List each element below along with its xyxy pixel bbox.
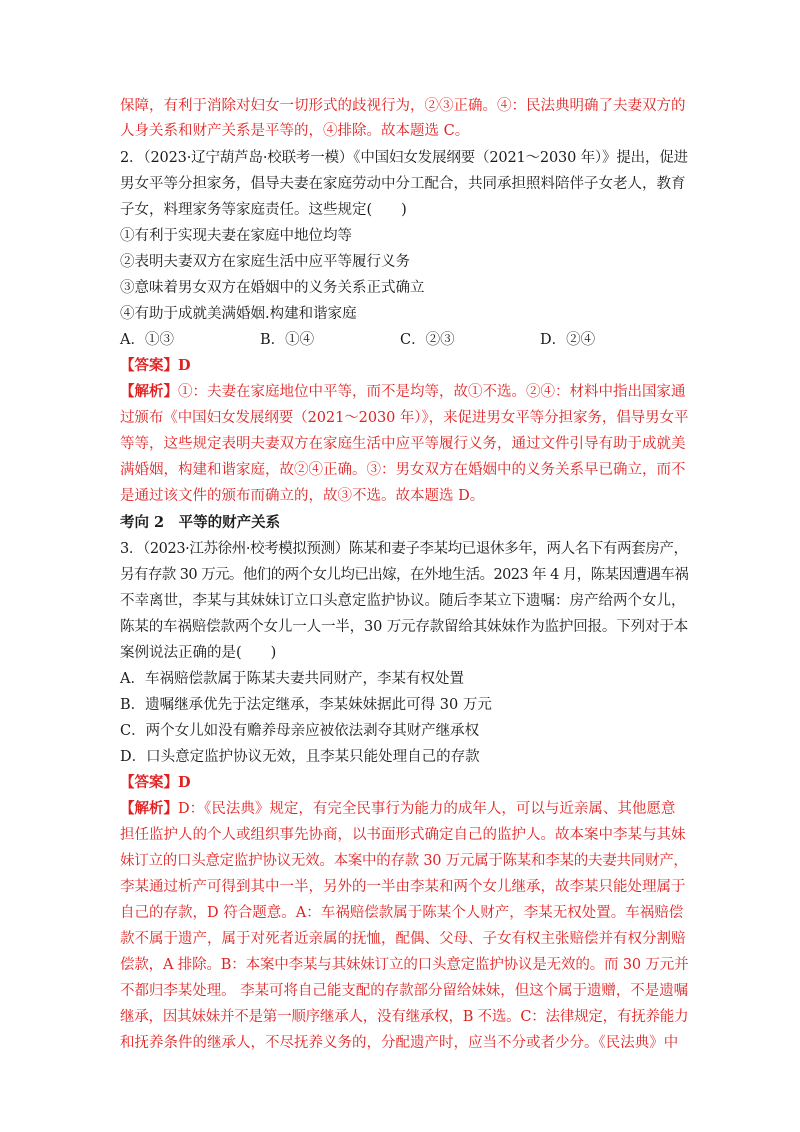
q3-answer-value: D <box>178 774 191 791</box>
q3-stem-line-5: 案例说法正确的是( ) <box>120 645 277 661</box>
intro-line-1: 保障，有利于消除对妇女一切形式的歧视行为，②③正确。④：民法典明确了夫妻双方的 <box>120 98 686 114</box>
q2-statement-3: ③意味着男女双方在婚姻中的义务关系正式确立 <box>120 280 425 296</box>
q3-analysis-line-5: 自己的存款，D 符合题意。A：车祸赔偿款属于陈某个人财产，李某无权处置。车祸赔偿 <box>120 905 684 921</box>
q2-option-d: D．②④ <box>540 332 596 348</box>
q3-analysis-line-3: 妹订立的口头意定监护协议无效。本案中的存款 30 万元属于陈某和李某的夫妻共同财产， <box>120 853 688 869</box>
q3-option-a: A．车祸赔偿款属于陈某夫妻共同财产，李某有权处置 <box>120 671 464 687</box>
q2-answer-label: 【答案】 <box>120 357 178 374</box>
q2-option-c: C．②③ <box>400 332 455 348</box>
q3-analysis-label: 【解析】 <box>120 800 178 817</box>
intro-line-2: 人身关系和财产关系是平等的，④排除。故本题选 C。 <box>120 123 470 139</box>
q2-stem-line-3: 子女，料理家务等家庭责任。这些规定( ) <box>120 202 407 218</box>
q3-option-b: B．遗嘱继承优先于法定继承，李某妹妹据此可得 30 万元 <box>120 697 492 713</box>
q3-analysis-line-8: 不都归李某处理。 李某可将自己能支配的存款部分留给妹妹，但这个属于遗赠，不是遗嘱 <box>120 983 689 999</box>
q3-analysis-line-2: 担任监护人的个人或组织事先协商，以书面形式确定自己的监护人。故本案中李某与其妹 <box>120 827 686 843</box>
q3-stem-line-2: 另有存款 30 万元。他们的两个女儿均已出嫁，在外地生活。2023 年 4 月，陈某因遭遇车祸 <box>120 567 689 583</box>
q3-analysis-text-1: D：《民法典》规定，有完全民事行为能力的成年人，可以与近亲属、其他愿意 <box>178 801 676 817</box>
q2-option-b: B．①④ <box>260 332 315 348</box>
q3-analysis-line-4: 李某通过析产可得到其中一半，另外的一半由李某和两个女儿继承，故李某只能处理属于 <box>120 879 686 895</box>
q2-analysis-line-2: 过颁布《中国妇女发展纲要（2021～2030 年）》，来促进男女平等分担家务，倡导男女平 <box>120 410 689 426</box>
q2-answer-value: D <box>178 357 191 374</box>
q3-option-c: C．两个女儿如没有赡养母亲应被依法剥夺其财产继承权 <box>120 723 480 739</box>
q3-option-d: D．口头意定监护协议无效，且李某只能处理自己的存款 <box>120 749 480 765</box>
q3-analysis-line-10: 和抚养条件的继承人，不尽抚养义务的，分配遗产时，应当不分或者少分。《民法典》中 <box>120 1035 679 1051</box>
q3-stem-line-3: 不幸离世，李某与其妹妹订立口头意定监护协议。随后李某立下遗嘱：房产给两个女儿， <box>120 593 686 609</box>
q2-analysis-line-5: 是通过该文件的颁布而确立的，故③不选。故本题选 D。 <box>120 488 485 504</box>
q2-option-a: A．①③ <box>120 332 174 348</box>
q2-statement-2: ②表明夫妻双方在家庭生活中应平等履行义务 <box>120 254 410 270</box>
q2-analysis-text-1: ①：夫妻在家庭地位中平等，而不是均等，故①不选。②④：材料中指出国家通 <box>178 384 686 400</box>
q2-analysis-line-3: 等等，这些规定表明夫妻双方在家庭生活中应平等履行义务，通过文件引导有助于成就美 <box>120 436 686 452</box>
q3-analysis-line-9: 继承，因其妹妹并不是第一顺序继承人，没有继承权，B 不选。C：法律规定，有抚养能力 <box>120 1009 689 1025</box>
section-heading: 考向 2 平等的财产关系 <box>120 514 281 531</box>
q2-statement-1: ①有利于实现夫妻在家庭中地位均等 <box>120 228 352 244</box>
q2-stem-line-1: 2．（2023·辽宁葫芦岛·校联考一模）《中国妇女发展纲要（2021～2030 年）》提出，促进 <box>120 150 689 166</box>
q2-stem-line-2: 男女平等分担家务，倡导夫妻在家庭劳动中分工配合，共同承担照料陪伴子女老人，教育 <box>120 176 686 192</box>
q3-answer <box>120 772 680 794</box>
q3-stem-line-4: 陈某的车祸赔偿款两个女儿一人一半，30 万元存款留给其妹妹作为监护回报。下列对于本 <box>120 619 689 635</box>
q2-statement-4: ④有助于成就美满婚姻.构建和谐家庭 <box>120 306 357 322</box>
q2-analysis-label: 【解析】 <box>120 383 178 400</box>
q2-answer <box>120 355 680 377</box>
q3-answer-label: 【答案】 <box>120 774 178 791</box>
q3-analysis-line-1 <box>120 798 680 820</box>
q2-analysis-line-1 <box>120 381 686 403</box>
q3-stem-line-1: 3．（2023·江苏徐州·校考模拟预测）陈某和妻子李某均已退休多年，两人名下有两套房产， <box>120 541 688 557</box>
q3-analysis-line-6: 款不属于遗产，属于对死者近亲属的抚恤，配偶、父母、子女有权主张赔偿并有权分割赔 <box>120 931 686 947</box>
q3-analysis-line-7: 偿款，A 排除。B：本案中李某与其妹妹订立的口头意定监护协议是无效的。而 30 万元并 <box>120 957 689 973</box>
q2-analysis-line-4: 满婚姻，构建和谐家庭，故②④正确。③：男女双方在婚姻中的义务关系早已确立，而不 <box>120 462 686 478</box>
